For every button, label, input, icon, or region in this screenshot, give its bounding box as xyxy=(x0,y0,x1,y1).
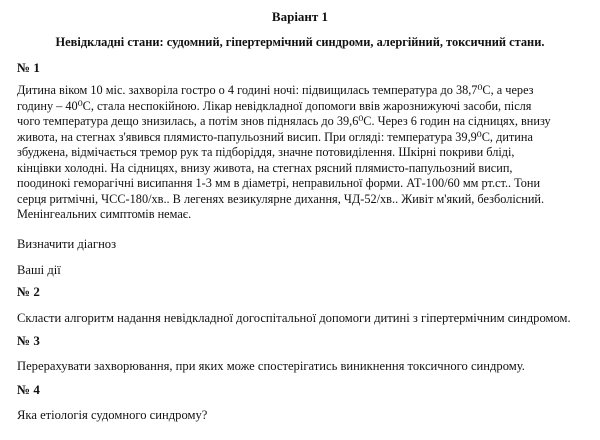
case-line: збуджена, відмічається тремор рук та підборіддя, значне потовиділення. Шкірні покриви бліді, xyxy=(17,145,515,159)
task-2-text: Скласти алгоритм надання невідкладної догоспітальної допомоги дитині з гіпертермічним синдромом. xyxy=(17,311,571,325)
case-line: Дитина віком 10 міс. захворіла гостро о 4 годині ночі: підвищилась температура до 38,7⁰С, а через xyxy=(17,83,534,97)
case-line: живота, на стегнах з'явився плямисто-папульозний висип. При огляді: температура 39,9⁰С, дитина xyxy=(17,129,533,144)
case-line: серця ритмічні, ЧСС-180/хв.. В легенях везикулярне дихання, ЧД-52/хв.. Живіт м'який, безболісний. xyxy=(17,191,545,206)
task-2-number: № 2 xyxy=(17,284,40,299)
task-3-text: Перерахувати захворювання, при яких може спостерігатись виникнення токсичного синдрому. xyxy=(17,359,525,373)
case-line: чого температура дещо знизилась, а потім знов піднялась до 39,6⁰С. Через 6 годин на сідницях, внизу xyxy=(17,114,551,128)
case-line: годину – 40⁰С, стала неспокійною. Лікар невідкладної допомоги ввів жарознижуючі засоби, після xyxy=(17,98,532,113)
task-4-number: № 4 xyxy=(17,382,40,397)
task-3-number: № 3 xyxy=(17,333,40,348)
case-line: поодинокі геморагічні висипання 1-3 мм в діаметрі, неправильної форми. АТ-100/60 мм рт.ст.. Тони xyxy=(17,176,541,190)
case-line: Менінгеальних симптомів немає. xyxy=(17,207,192,221)
task-4-text: Яка етіологія судомного синдрому? xyxy=(17,408,208,422)
question-diagnosis: Визначити діагноз xyxy=(17,237,117,251)
variant-title: Варіант 1 xyxy=(271,9,329,24)
task-1-number: № 1 xyxy=(17,60,40,75)
question-actions: Ваші дії xyxy=(17,263,61,277)
task-1-case-text xyxy=(17,83,587,223)
topic-heading: Невідкладні стани: судомний, гіпертермічний синдроми, алергійний, токсичний стани. xyxy=(55,35,545,49)
case-line: кінцівки холодні. На сідницях, внизу живота, на стегнах рясний плямисто-папульозний висип, xyxy=(17,160,513,175)
